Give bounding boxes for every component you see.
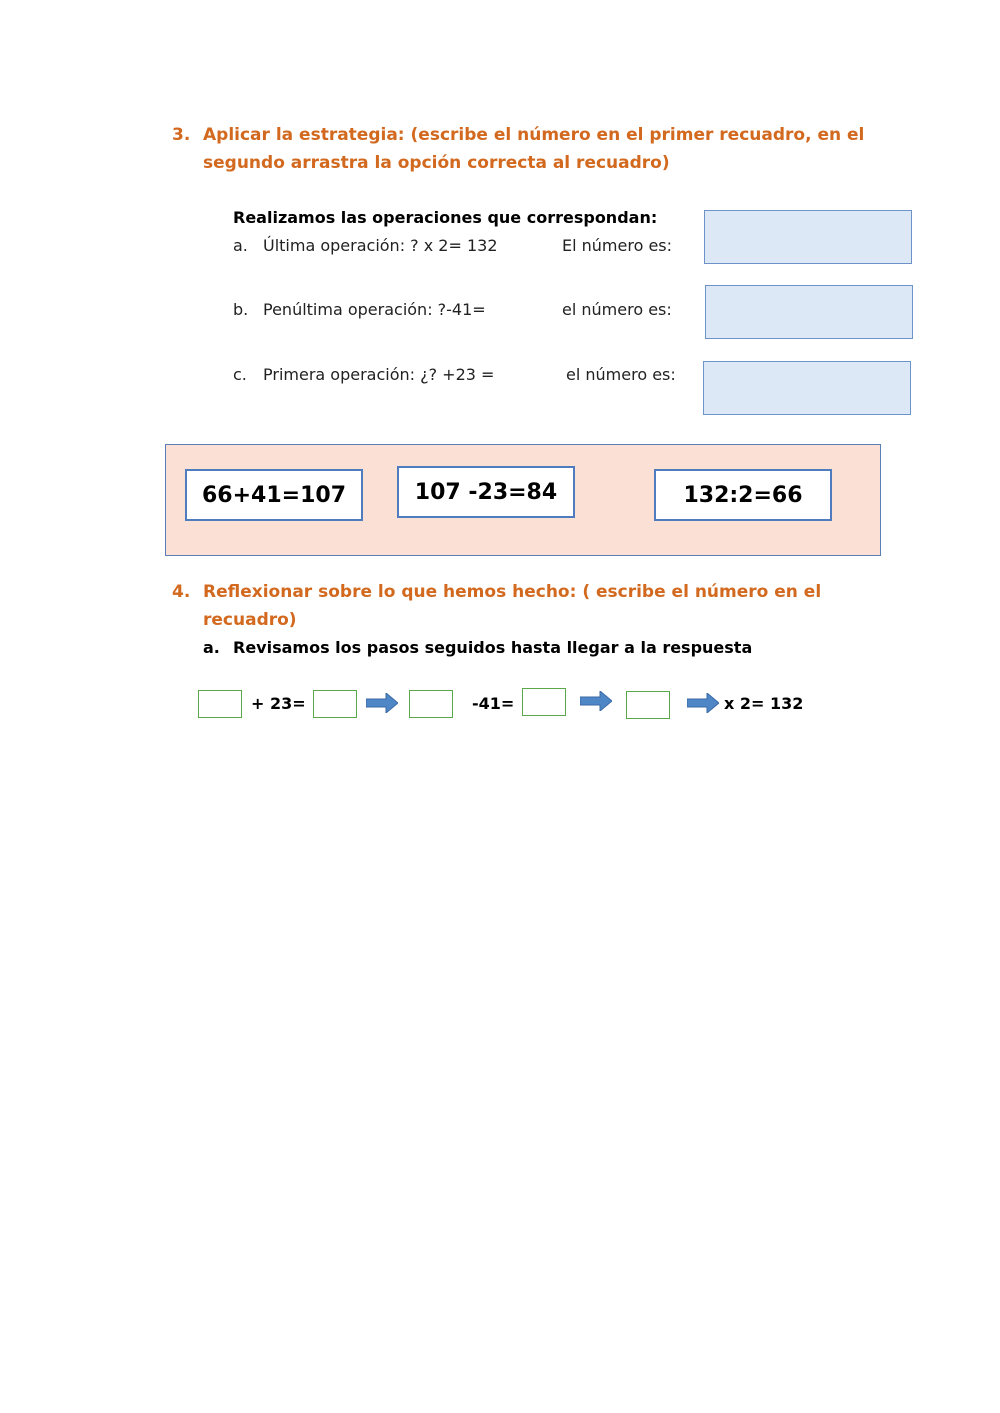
option-card-3[interactable]: 132:2=66	[654, 469, 832, 521]
item-c-letter: c.	[233, 365, 247, 384]
right-arrow-icon	[366, 693, 398, 713]
section3-title-line1: Aplicar la estrategia: (escribe el número en el primer recuadro, en el	[203, 125, 865, 145]
section4-title-line1: Reflexionar sobre lo que hemos hecho: ( escribe el número en el	[203, 582, 822, 602]
chain-input-3[interactable]	[409, 690, 453, 718]
item-c-answer-box[interactable]	[703, 361, 911, 415]
item-b-letter: b.	[233, 300, 249, 319]
item-b-answer-box[interactable]	[705, 285, 913, 339]
section3-instruction: Realizamos las operaciones que correspondan:	[233, 208, 658, 227]
option-card-1[interactable]: 66+41=107	[185, 469, 363, 521]
item-b-answer-label: el número es:	[562, 300, 672, 319]
chain-plus-label: + 23=	[251, 694, 306, 713]
item-a-operation: Última operación: ? x 2= 132	[263, 236, 498, 255]
chain-input-4[interactable]	[522, 688, 566, 716]
chain-minus-label: -41=	[472, 694, 515, 713]
chain-input-5[interactable]	[626, 691, 670, 719]
right-arrow-icon	[687, 693, 719, 713]
item-a-answer-box[interactable]	[704, 210, 912, 264]
section4-sub-letter: a.	[203, 638, 220, 657]
section4-title-line2: recuadro)	[203, 610, 297, 630]
item-b-operation: Penúltima operación: ?-41=	[263, 300, 486, 319]
item-a-letter: a.	[233, 236, 248, 255]
option-card-2[interactable]: 107 -23=84	[397, 466, 575, 518]
section3-number: 3.	[172, 125, 191, 145]
chain-times-label: x 2= 132	[724, 694, 804, 713]
right-arrow-icon	[580, 691, 612, 711]
chain-input-2[interactable]	[313, 690, 357, 718]
section3-title-line2: segundo arrastra la opción correcta al recuadro)	[203, 153, 670, 173]
item-c-answer-label: el número es:	[566, 365, 676, 384]
section4-number: 4.	[172, 582, 191, 602]
item-c-operation: Primera operación: ¿? +23 =	[263, 365, 495, 384]
section4-sub-text: Revisamos los pasos seguidos hasta llegar a la respuesta	[233, 638, 753, 657]
item-a-answer-label: El número es:	[562, 236, 673, 255]
chain-input-1[interactable]	[198, 690, 242, 718]
